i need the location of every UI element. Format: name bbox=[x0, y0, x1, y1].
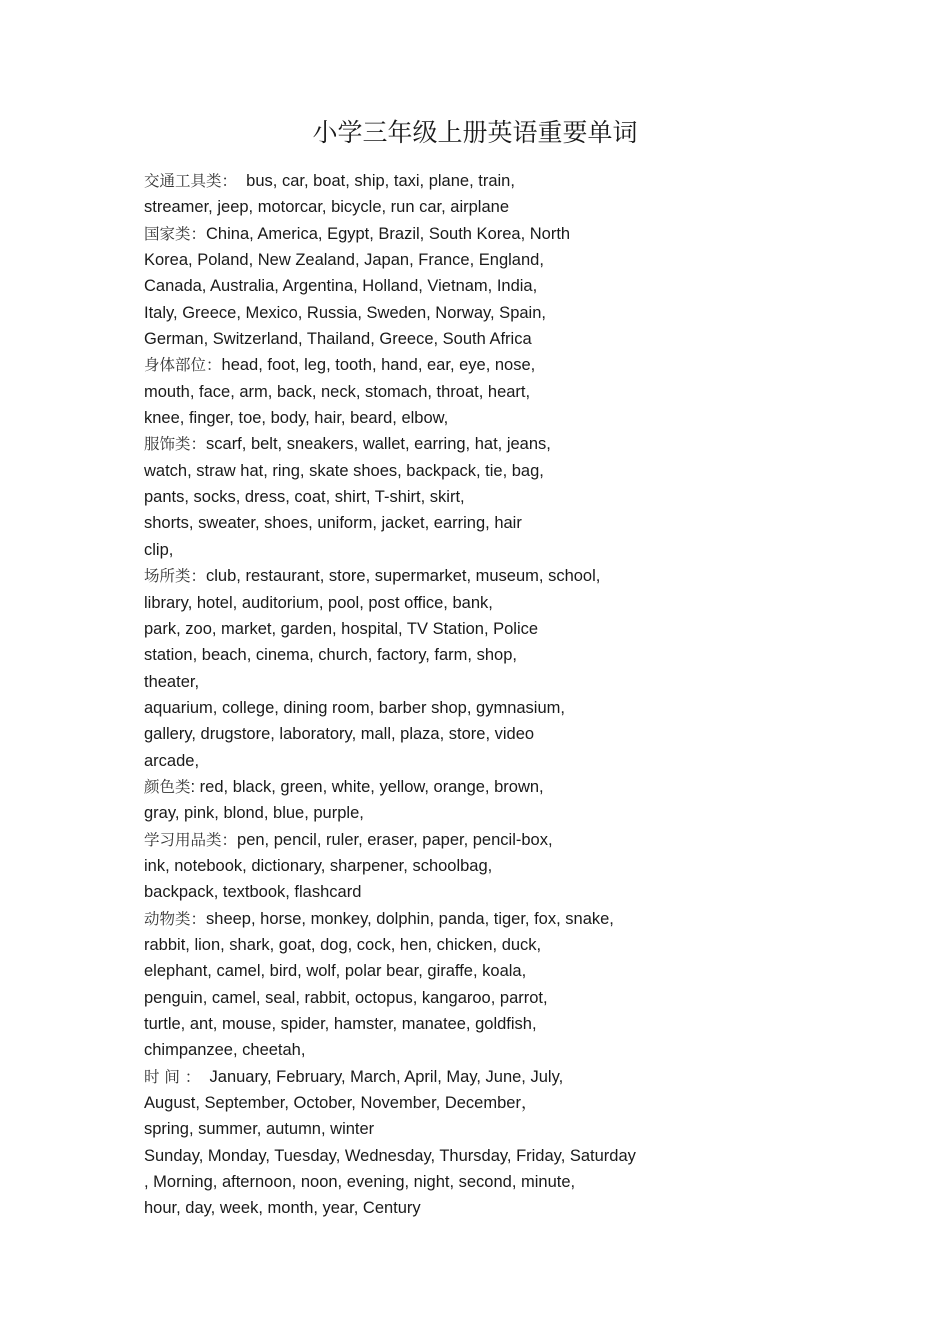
word-list: bus, car, boat, ship, taxi, plane, train, bbox=[237, 172, 515, 190]
vocab-line bbox=[144, 352, 864, 378]
vocab-line bbox=[144, 431, 864, 457]
word-list: pen, pencil, ruler, eraser, paper, pencil-box, bbox=[237, 830, 553, 849]
page-title: 小学三年级上册英语重要单词 bbox=[312, 118, 638, 147]
vocab-line bbox=[144, 510, 864, 536]
category-label: 服饰类： bbox=[144, 435, 207, 454]
vocab-line bbox=[144, 563, 864, 589]
category-label: 场所类： bbox=[144, 567, 207, 586]
word-list: spring, summer, autumn, winter bbox=[144, 1120, 375, 1139]
word-list: Korea, Poland, New Zealand, Japan, France, England, bbox=[144, 251, 544, 270]
vocab-line bbox=[144, 721, 864, 747]
vocab-line bbox=[144, 1037, 864, 1063]
word-list: library, hotel, auditorium, pool, post office, bank, bbox=[144, 593, 493, 612]
word-list: mouth, face, arm, back, neck, stomach, throat, heart, bbox=[144, 382, 531, 401]
vocab-line bbox=[144, 537, 864, 563]
vocab-line bbox=[144, 1011, 864, 1037]
vocab-line bbox=[144, 1116, 864, 1142]
word-list: backpack, textbook, flashcard bbox=[144, 883, 362, 902]
word-list: Italy, Greece, Mexico, Russia, Sweden, Norway, Spain, bbox=[144, 303, 546, 322]
vocab-line bbox=[144, 590, 864, 616]
category-label: 动物类： bbox=[144, 909, 207, 928]
word-list: head, foot, leg, tooth, hand, ear, eye, nose, bbox=[221, 356, 536, 375]
word-list: hour, day, week, month, year, Century bbox=[144, 1199, 421, 1218]
vocab-line bbox=[144, 669, 864, 695]
word-list: gray, pink, blond, blue, purple, bbox=[144, 804, 364, 823]
vocab-line bbox=[144, 800, 864, 826]
vocab-line bbox=[144, 695, 864, 721]
vocab-line bbox=[144, 985, 864, 1011]
vocab-line bbox=[144, 958, 864, 984]
vocab-line bbox=[144, 827, 864, 853]
vocab-line bbox=[144, 326, 864, 352]
category-label: 学习用品类： bbox=[144, 830, 238, 849]
word-list: shorts, sweater, shoes, uniform, jacket, earring, hair bbox=[144, 514, 522, 533]
word-list: arcade, bbox=[144, 751, 200, 770]
vocab-line bbox=[144, 616, 864, 642]
word-list: August, September, October, November, December， bbox=[144, 1094, 538, 1113]
vocab-line bbox=[144, 247, 864, 273]
word-list: ink, notebook, dictionary, sharpener, schoolbag, bbox=[144, 856, 493, 875]
vocab-line bbox=[144, 221, 864, 247]
vocab-line bbox=[144, 1143, 864, 1169]
category-label: 身体部位： bbox=[144, 356, 222, 375]
category-label: 颜色类 bbox=[144, 777, 191, 796]
word-list: Sunday, Monday, Tuesday, Wednesday, Thursday, Friday, Saturday bbox=[144, 1146, 636, 1165]
word-list: chimpanzee, cheetah, bbox=[144, 1041, 306, 1060]
vocab-line bbox=[144, 1169, 864, 1195]
word-list: sheep, horse, monkey, dolphin, panda, tiger, fox, snake, bbox=[206, 909, 614, 928]
word-list: Canada, Australia, Argentina, Holland, Vietnam, India, bbox=[144, 277, 538, 296]
word-list: China, America, Egypt, Brazil, South Korea, North bbox=[206, 224, 571, 243]
vocab-line bbox=[144, 879, 864, 905]
vocab-line bbox=[144, 273, 864, 299]
word-list: scarf, belt, sneakers, wallet, earring, hat, jeans, bbox=[206, 435, 551, 454]
vocab-line bbox=[144, 748, 864, 774]
vocab-line bbox=[144, 458, 864, 484]
vocab-line bbox=[144, 774, 864, 800]
word-list: penguin, camel, seal, rabbit, octopus, kangaroo, parrot, bbox=[144, 988, 548, 1007]
vocab-line bbox=[144, 1195, 864, 1221]
word-list: German, Switzerland, Thailand, Greece, South Africa bbox=[144, 330, 532, 349]
vocab-line bbox=[144, 1090, 864, 1116]
vocab-line bbox=[144, 932, 864, 958]
word-list: streamer, jeep, motorcar, bicycle, run car, airplane bbox=[144, 198, 509, 217]
category-label: 交通工具类： bbox=[144, 172, 238, 190]
word-list: park, zoo, market, garden, hospital, TV Station, Police bbox=[144, 619, 539, 638]
vocab-line bbox=[144, 1064, 864, 1090]
category-label: 国家类： bbox=[144, 224, 207, 243]
word-list: knee, finger, toe, body, hair, beard, elbow, bbox=[144, 409, 449, 428]
vocab-line bbox=[144, 642, 864, 668]
word-list: , Morning, afternoon, noon, evening, night, second, minute, bbox=[144, 1173, 576, 1192]
word-list: turtle, ant, mouse, spider, hamster, manatee, goldfish, bbox=[144, 1015, 537, 1033]
word-list: gallery, drugstore, laboratory, mall, plaza, store, video bbox=[144, 725, 535, 744]
vocab-line bbox=[144, 484, 864, 510]
word-list: theater, bbox=[144, 672, 200, 691]
vocab-line bbox=[144, 906, 864, 932]
vocab-line bbox=[144, 194, 864, 220]
word-list: pants, socks, dress, coat, shirt, T-shirt, skirt, bbox=[144, 488, 465, 507]
word-list: : red, black, green, white, yellow, orange, brown, bbox=[190, 777, 544, 796]
vocab-line bbox=[144, 168, 864, 194]
word-list: club, restaurant, store, supermarket, museum, school, bbox=[206, 567, 601, 586]
vocab-line bbox=[144, 853, 864, 879]
vocabulary-list bbox=[144, 168, 864, 1222]
word-list: rabbit, lion, shark, goat, dog, cock, hen, chicken, duck, bbox=[144, 935, 542, 954]
vocab-line bbox=[144, 300, 864, 326]
word-list: watch, straw hat, ring, skate shoes, backpack, tie, bag, bbox=[144, 461, 544, 480]
word-list: elephant, camel, bird, wolf, polar bear, giraffe, koala, bbox=[144, 962, 527, 981]
category-label: 时 间 ： bbox=[144, 1067, 201, 1086]
word-list: aquarium, college, dining room, barber shop, gymnasium, bbox=[144, 698, 565, 717]
vocab-line bbox=[144, 379, 864, 405]
vocab-line bbox=[144, 405, 864, 431]
word-list: clip, bbox=[144, 540, 174, 559]
word-list: station, beach, cinema, church, factory, farm, shop, bbox=[144, 646, 517, 665]
word-list: January, February, March, April, May, June, July, bbox=[200, 1067, 564, 1086]
